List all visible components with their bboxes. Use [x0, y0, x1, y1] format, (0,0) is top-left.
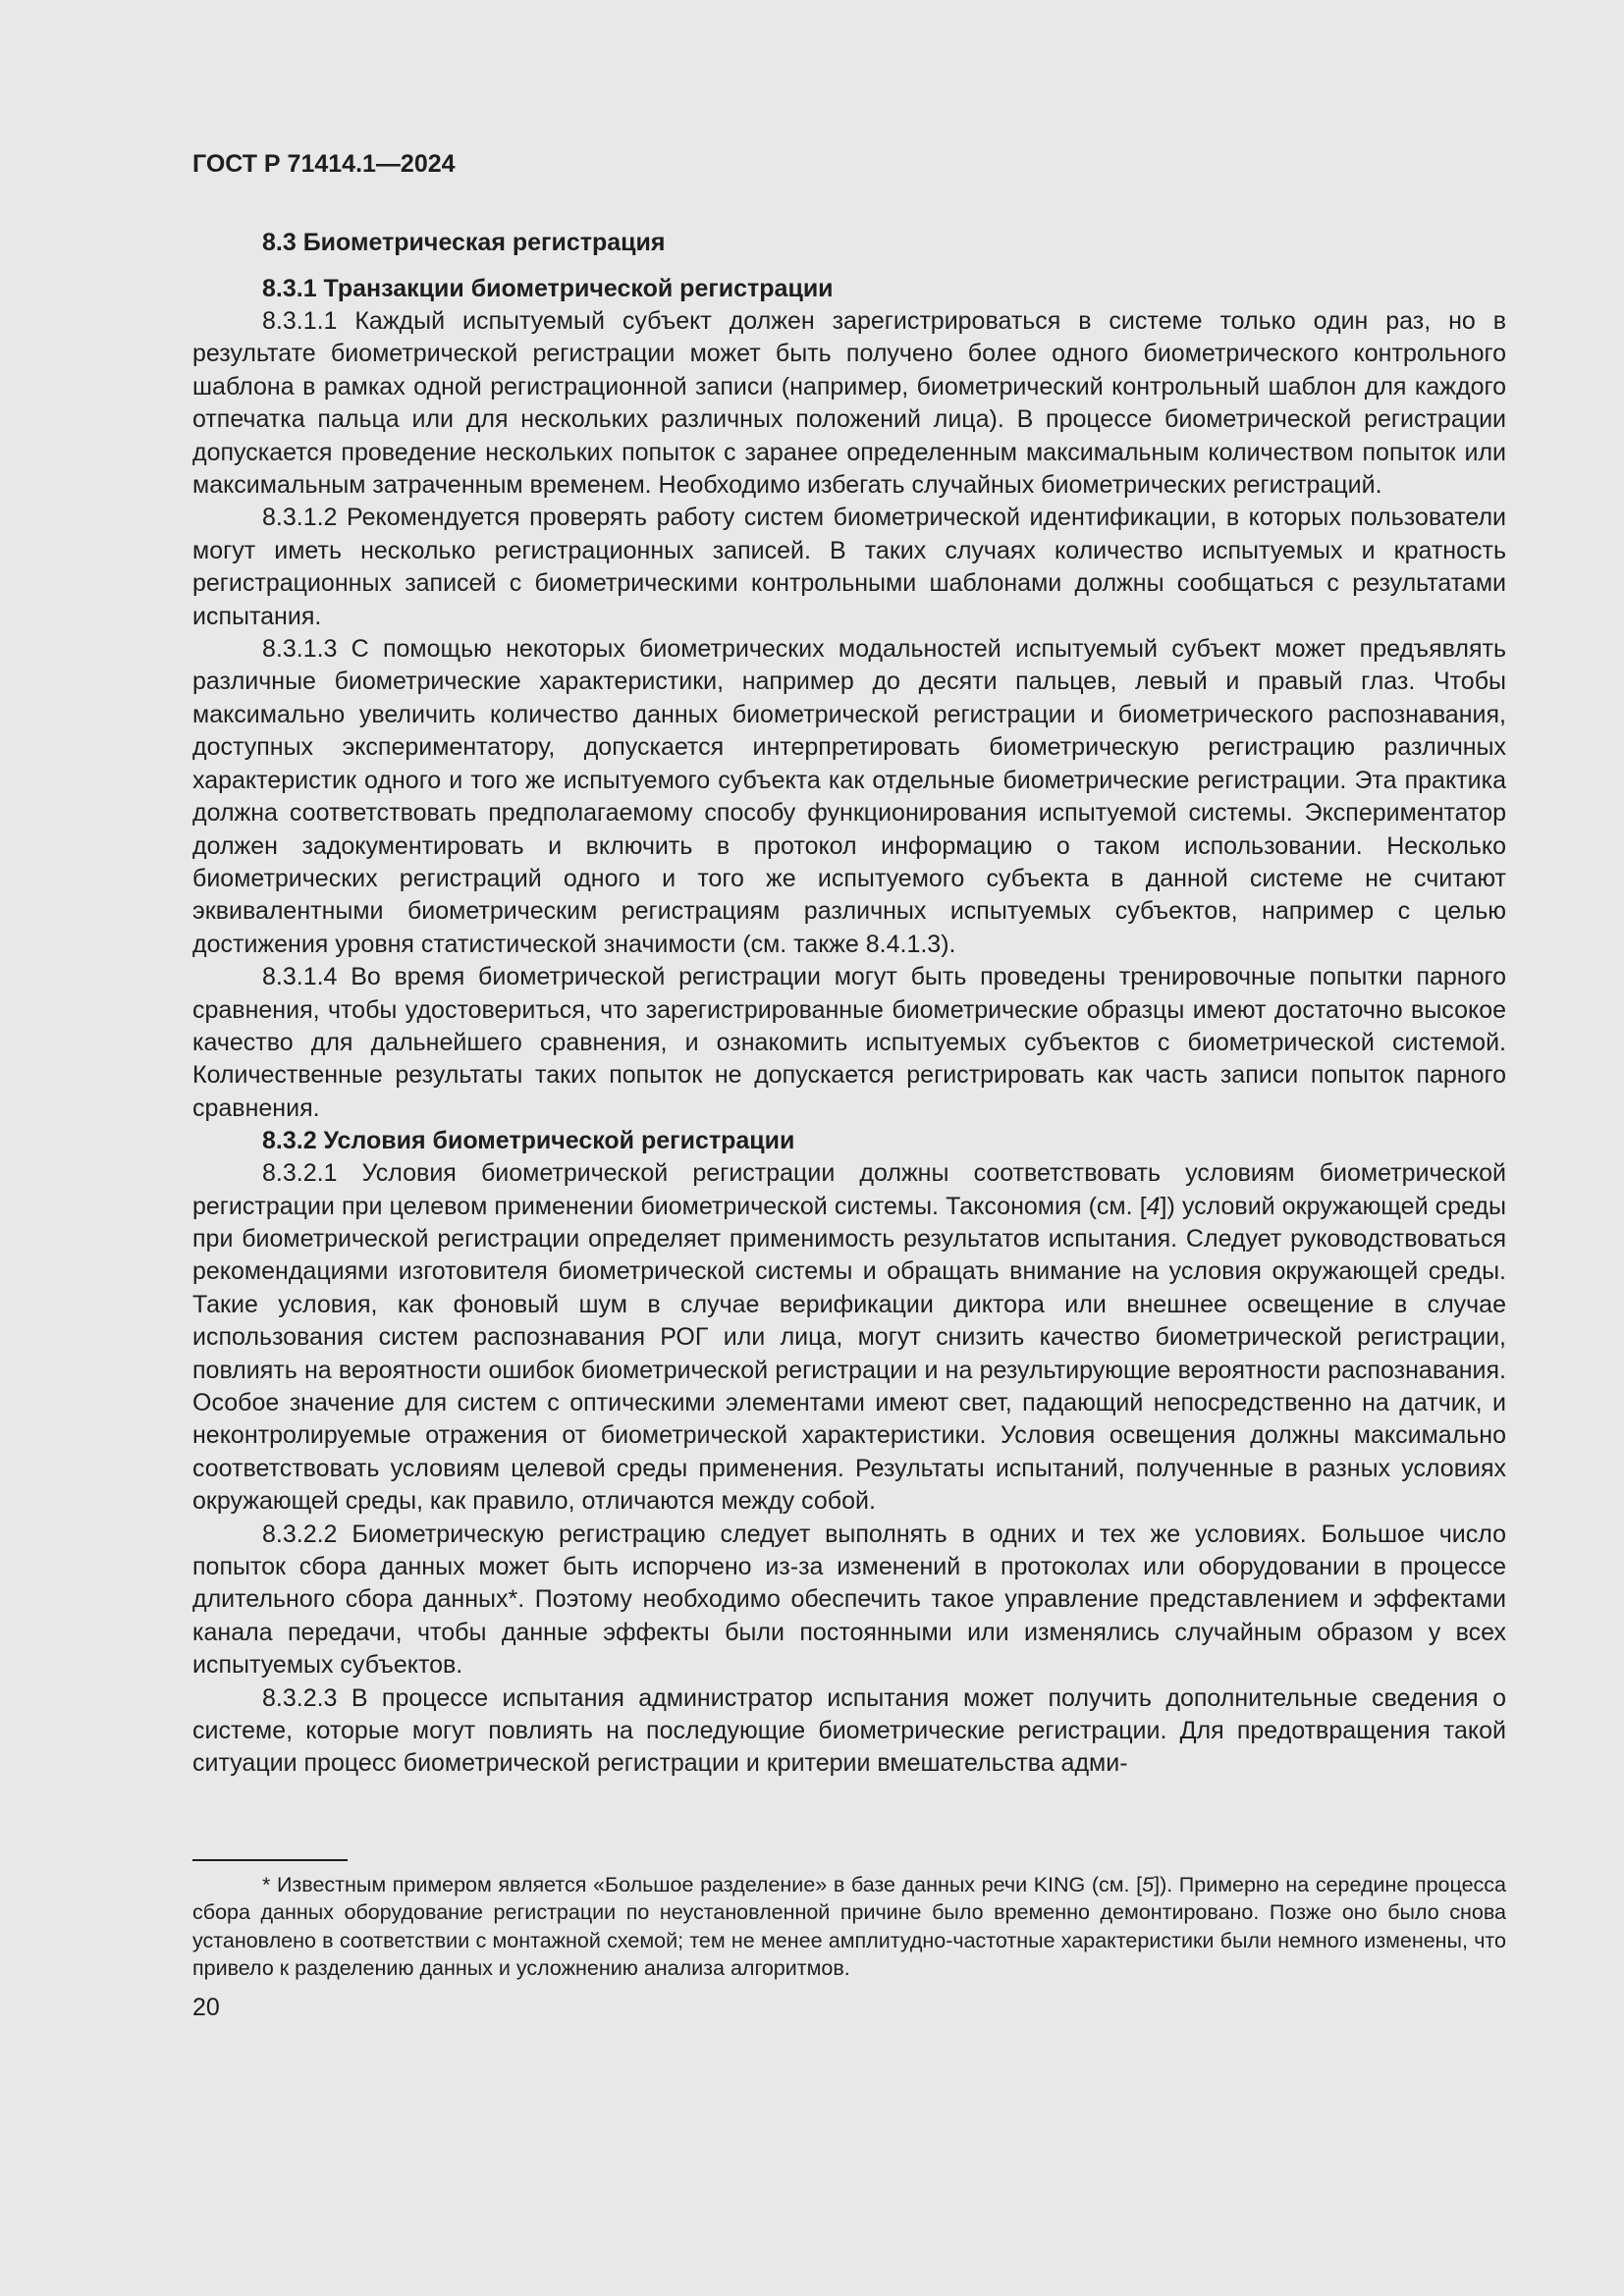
- paragraph-text: 8.3.2.1 Условия биометрической регистрации должны соответствовать условиям биометрической регистрации при целевом применении биометрической системы. Таксономия (см. [: [192, 1159, 1506, 1220]
- paragraph-8-3-1-2: 8.3.1.2 Рекомендуется проверять работу систем биометрической идентификации, в которых пользователи могут иметь несколько регистрационных записей. В таких случаях количество испытуемых и кратность регистрационных записей с биометрическими контрольными шаблонами должны сообщаться с результатами испытания.: [192, 504, 1506, 630]
- document-header: ГОСТ Р 71414.1—2024: [192, 150, 456, 178]
- footnote-divider: [192, 1859, 348, 1861]
- section-title: 8.3 Биометрическая регистрация: [262, 229, 666, 256]
- paragraph-8-3-2-2: 8.3.2.2 Биометрическую регистрацию следует выполнять в одних и тех же условиях. Большое число попыток сбора данных может быть испорчено из-за изменений в протоколах или оборудовании в процессе длительного сбора данных*. Поэтому необходимо обеспечить такое управление представлением и эффектами канала передачи, чтобы данные эффекты были постоянными или изменялись случайным образом у всех испытуемых субъектов.: [192, 1520, 1506, 1680]
- paragraph-8-3-2-3: 8.3.2.3 В процессе испытания администратор испытания может получить дополнительные сведения о системе, которые могут повлиять на последующие биометрические регистрации. Для предотвращения такой ситуации процесс биометрической регистрации и критерии вмешательства адми-: [192, 1683, 1506, 1778]
- paragraph-text: ]) условий окружающей среды при биометрической регистрации определяет применимость результатов испытания. Следует руководствоваться рекомендациями изготовителя биометрической системы и обращать внимание на условия окружающей среды. Такие условия, как фоновый шум в случае верификации диктора или внешнее освещение в случае использования систем распознавания РОГ или лица, могут снизить качество биометрической регистрации, повлиять на вероятности ошибок биометрической регистрации и на результирующие вероятности распознавания. Особое значение для систем с оптическими элементами имеют свет, падающий непосредственно на датчик, и неконтролируемые отражения от биометрической характеристики. Условия освещения должны максимально соответствовать условиям целевой среды применения. Результаты испытаний, полученные в разных условиях окружающей среды, как правило, отличаются между собой.: [192, 1192, 1506, 1516]
- paragraph-8-3-1-4: 8.3.1.4 Во время биометрической регистрации могут быть проведены тренировочные попытки парного сравнения, чтобы удостовериться, что зарегистрированные биометрические образцы имеют достаточно высокое качество для дальнейшего сравнения, и ознакомить испытуемых субъектов с биометрической системой. Количественные результаты таких попыток не допускается регистрировать как часть записи попыток парного сравнения.: [192, 963, 1506, 1122]
- footnote: [192, 1871, 1506, 1983]
- paragraph-8-3-1-3: 8.3.1.3 С помощью некоторых биометрических модальностей испытуемый субъект может предъявлять различные биометрические характеристики, например до десяти пальцев, левый и правый глаз. Чтобы максимально увеличить количество данных биометрической регистрации и биометрического распознавания, доступных экспериментатору, допускается интерпретировать биометрическую регистрацию различных характеристик одного и того же испытуемого субъекта как отдельные биометрические регистрации. Эта практика должна соответствовать предполагаемому способу функционирования испытуемой системы. Экспериментатор должен задокументировать и включить в протокол информацию о таком использовании. Несколько биометрических регистраций одного и того же испытуемого субъекта в данной системе не считают эквивалентными биометрическим регистрациям различных испытуемых субъектов, например с целью достижения уровня статистической значимости (см. также 8.4.1.3).: [192, 635, 1506, 958]
- footnote-text: ]). Примерно на середине процесса сбора данных оборудование регистрации по неустановленной причине было временно демонтировано. Позже оно было снова установлено в соответствии с монтажной схемой; тем не менее амплитудно-частотные характеристики были немного изменены, что привело к разделению данных и усложнению анализа алгоритмов.: [192, 1872, 1507, 1981]
- footnote-text: * Известным примером является «Большое разделение» в базе данных речи KING (см. [: [262, 1872, 1143, 1896]
- bibliography-reference[interactable]: 5: [1142, 1872, 1155, 1896]
- document-page: [192, 147, 1506, 2024]
- paragraph-8-3-1-1: 8.3.1.1 Каждый испытуемый субъект должен зарегистрироваться в системе только один раз, но в результате биометрической регистрации может быть получено более одного биометрического контрольного шаблона в рамках одной регистрационной записи (например, биометрический контрольный шаблон для каждого отпечатка пальца или для нескольких различных положений лица). В процессе биометрической регистрации допускается проведение нескольких попыток с заранее определенным максимальным количеством попыток или максимальным затраченным временем. Необходимо избегать случайных биометрических регистраций.: [192, 307, 1506, 500]
- bibliography-reference[interactable]: 4: [1146, 1192, 1161, 1220]
- subsection-title-8-3-1: 8.3.1 Транзакции биометрической регистрации: [262, 275, 834, 302]
- paragraph-8-3-2-1: [192, 1157, 1506, 1518]
- page-number: 20: [192, 1993, 220, 2021]
- subsection-title-8-3-2: 8.3.2 Условия биометрической регистрации: [262, 1127, 795, 1155]
